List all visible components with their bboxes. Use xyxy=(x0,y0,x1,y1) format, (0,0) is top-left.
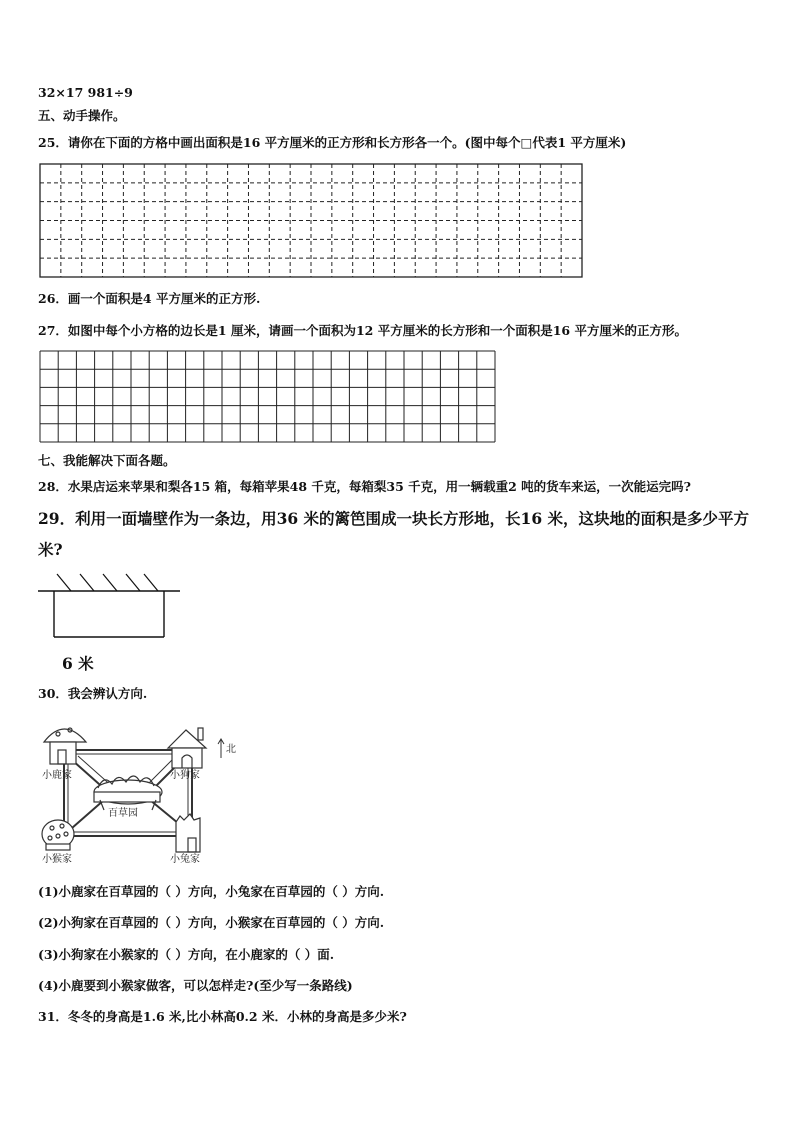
section-7-heading: 七、我能解决下面各题。 xyxy=(38,453,176,468)
question-30-3: (3)小狗家在小猴家的（ ）方向，在小鹿家的（ ）面. xyxy=(38,947,335,962)
map-deer-house-label: 小鹿家 xyxy=(42,770,72,781)
question-29-line-1: 29．利用一面墙壁作为一条边，用36 米的篱笆围成一块长方形地，长16 米，这块地的面积是多少平方 xyxy=(38,509,750,528)
map-north-label: 北 xyxy=(226,744,236,755)
question-29-line-2: 米? xyxy=(38,540,63,559)
question-30-1: (1)小鹿家在百草园的（ ）方向，小兔家在百草园的（ ）方向. xyxy=(38,884,385,899)
map-dog-house-label: 小狗家 xyxy=(170,770,200,781)
map-monkey-house-label: 小猴家 xyxy=(42,854,72,865)
q30-direction-map xyxy=(42,728,224,852)
question-30-2: (2)小狗家在百草园的（ ）方向，小猴家在百草园的（ ）方向. xyxy=(38,915,385,930)
section-5-heading: 五、动手操作。 xyxy=(38,108,126,123)
q29-dimension-label: 6 米 xyxy=(62,654,94,673)
question-31: 31．冬冬的身高是1.6 米,比小林高0.2 米．小林的身高是多少米? xyxy=(38,1009,407,1024)
question-27: 27．如图中每个小方格的边长是1 厘米，请画一个面积为12 平方厘米的长方形和一个面积是16 平方厘米的正方形。 xyxy=(38,323,687,338)
q29-wall-diagram xyxy=(38,574,180,637)
question-26: 26．画一个面积是4 平方厘米的正方形. xyxy=(38,291,261,306)
map-rabbit-house-label: 小兔家 xyxy=(170,854,200,865)
question-25: 25．请你在下面的方格中画出面积是16 平方厘米的正方形和长方形各一个。(图中每个□代表1 平方厘米) xyxy=(38,135,627,150)
calc-line: 32×17 981÷9 xyxy=(38,85,133,100)
question-28: 28．水果店运来苹果和梨各15 箱，每箱苹果48 千克，每箱梨35 千克，用一辆载重2 吨的货车来运，一次能运完吗? xyxy=(38,479,692,494)
map-garden-label: 百草园 xyxy=(108,808,138,819)
question-30-4: (4)小鹿要到小猴家做客，可以怎样走?(至少写一条路线) xyxy=(38,978,353,993)
question-30: 30．我会辨认方向. xyxy=(38,686,148,701)
